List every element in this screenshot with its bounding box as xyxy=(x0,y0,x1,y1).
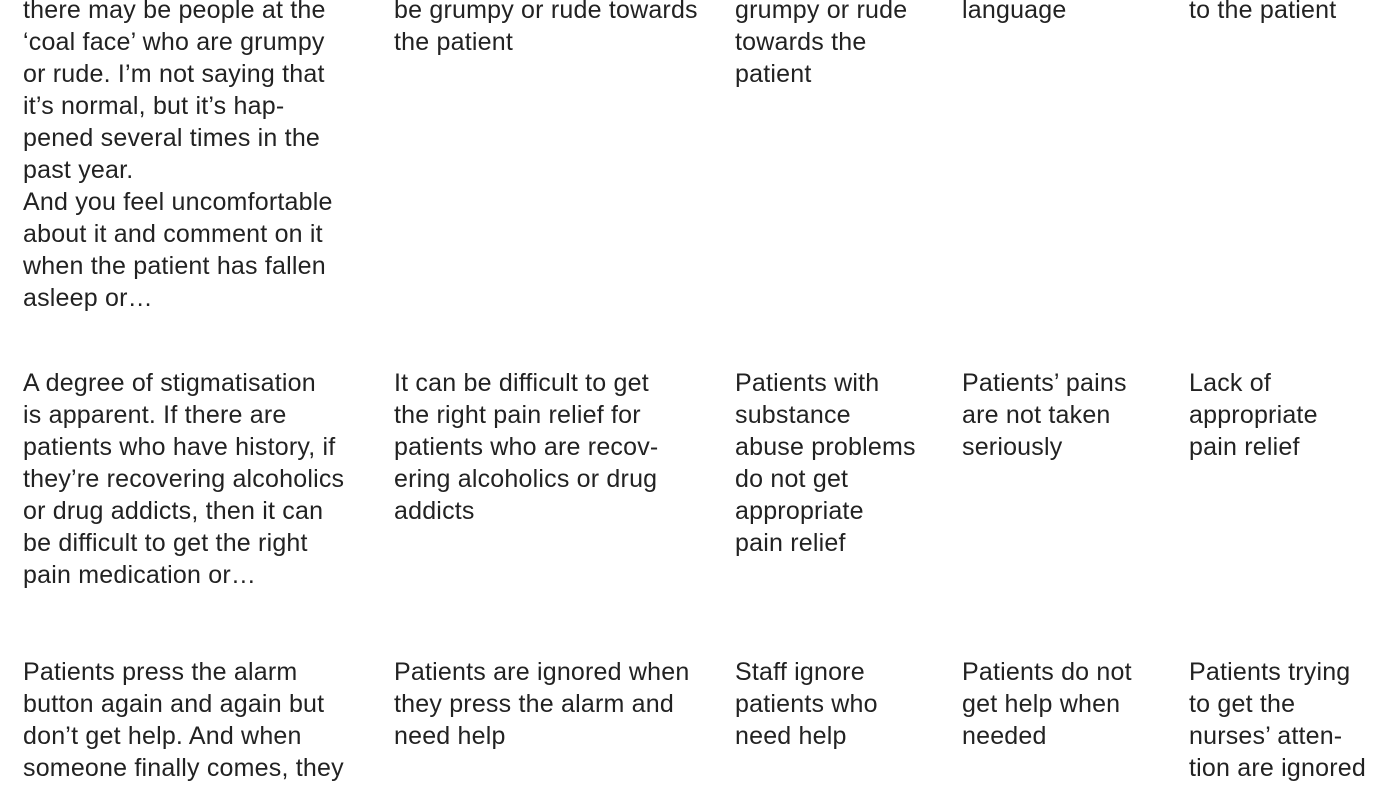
row-3-subcategory: Patients do not get help when needed xyxy=(962,658,1132,750)
row-1-category: to the patient xyxy=(1189,0,1337,24)
row-2-condensed-meaning: It can be difficult to get the right pain relief for patients who are recov- ering alcoholics or drug addicts xyxy=(394,369,659,525)
row-1-subcategory: language xyxy=(962,0,1067,24)
row-3-category: Patients trying to get the nurses’ atten- tion are ignored xyxy=(1189,658,1366,782)
row-2-category: Lack of appropriate pain relief xyxy=(1189,369,1318,461)
row-1-condensed-meaning: be grumpy or rude towards the patient xyxy=(394,0,698,56)
row-3-code: Staff ignore patients who need help xyxy=(735,658,878,750)
row-2-subcategory: Patients’ pains are not taken seriously xyxy=(962,369,1127,461)
row-3-condensed-meaning: Patients are ignored when they press the alarm and need help xyxy=(394,658,690,750)
row-3-meaning-unit: Patients press the alarm button again and again but don’t get help. And when someone finally comes, they xyxy=(23,658,344,782)
row-1-code: grumpy or rude towards the patient xyxy=(735,0,908,88)
row-2-meaning-unit: A degree of stigmatisation is apparent. If there are patients who have history, if they’re recovering alcoholics or drug addicts, then it can be difficult to get the right pain medication or… xyxy=(23,369,345,589)
row-1-meaning-unit: there may be people at the ‘coal face’ who are grumpy or rude. I’m not saying that it’s normal, but it’s hap- pened several times in the past year. And you feel uncomfortable about it and comment on it when the patient has fallen asleep or… xyxy=(23,0,333,312)
row-2-code: Patients with substance abuse problems do not get appropriate pain relief xyxy=(735,369,916,557)
